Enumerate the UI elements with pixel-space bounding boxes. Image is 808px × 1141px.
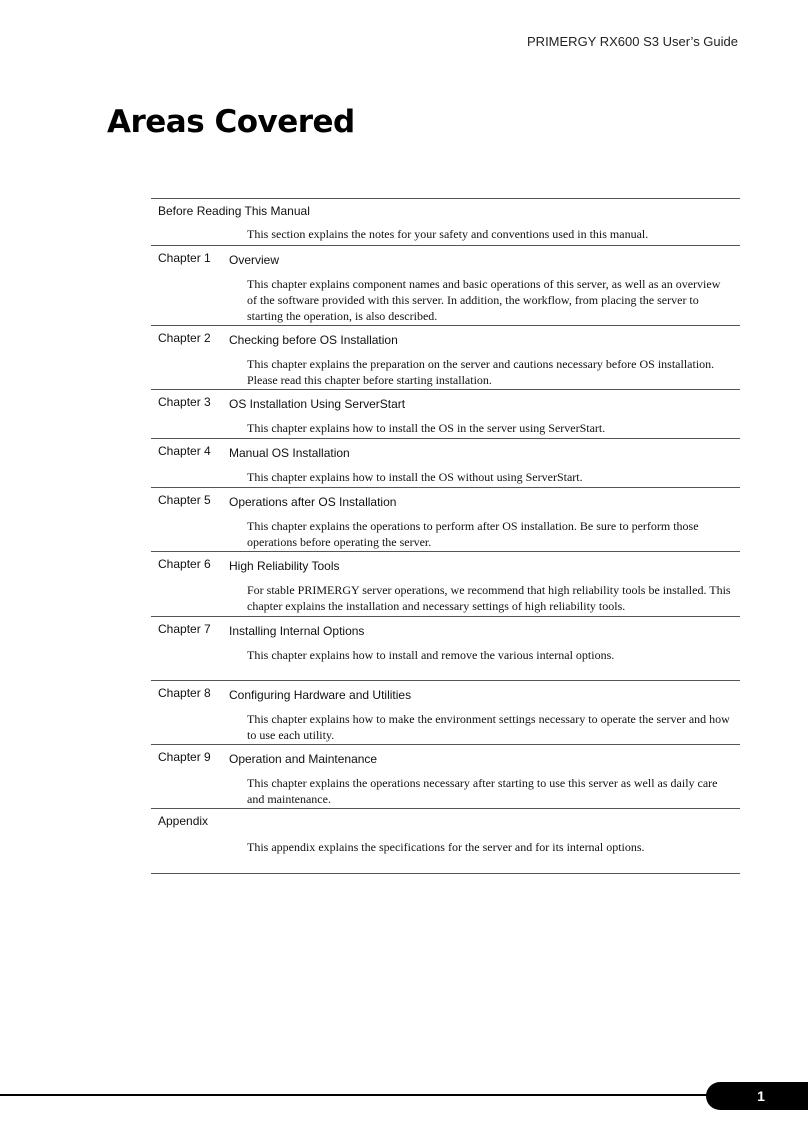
toc-entry-chapter-3 — [151, 390, 740, 439]
toc-entry-title: Manual OS Installation — [229, 446, 350, 460]
toc-entry-label: Chapter 7 — [158, 622, 211, 636]
toc-entry-label: Chapter 2 — [158, 331, 211, 345]
toc-entry-title: Operations after OS Installation — [229, 495, 397, 509]
toc-entry-label: Chapter 4 — [158, 444, 211, 458]
toc-entry-chapter-6 — [151, 552, 740, 617]
toc-entry-description: This chapter explains component names and basic operations of this server, as well as an overview of the software provided with this server. In addition, the workflow, from placing the server to starting the operation, is also described. — [247, 277, 721, 323]
toc-entry-title: OS Installation Using ServerStart — [229, 397, 406, 411]
toc-entry-description: This chapter explains the operations to perform after OS installation. Be sure to perform those operations before operating the server. — [247, 519, 699, 549]
toc-entry-description: This section explains the notes for your safety and conventions used in this manual. — [247, 227, 649, 241]
toc-entry-label: Chapter 6 — [158, 557, 211, 571]
running-header: PRIMERGY RX600 S3 User’s Guide — [527, 34, 738, 49]
page-number: 1 — [706, 1082, 808, 1110]
toc-entry-description: This chapter explains the operations necessary after starting to use this server as well as daily care and maintenance. — [247, 776, 718, 806]
toc-entry-description: This chapter explains how to install the OS in the server using ServerStart. — [247, 421, 606, 435]
footer-rule — [0, 1094, 712, 1096]
toc-entry-label: Chapter 3 — [158, 395, 211, 409]
toc-entry-label: Chapter 9 — [158, 750, 211, 764]
toc-entry-description: For stable PRIMERGY server operations, we recommend that high reliability tools be installed. This chapter explains the installation and necessary settings of high reliability tools. — [247, 583, 731, 613]
toc-entry-chapter-5 — [151, 488, 740, 552]
toc-entry-description: This appendix explains the specifications for the server and for its internal options. — [247, 840, 645, 854]
table-of-contents — [151, 198, 740, 874]
toc-entry-title: Installing Internal Options — [229, 624, 365, 638]
toc-entry-before-reading — [151, 199, 740, 246]
toc-entry-description: This chapter explains how to install and remove the various internal options. — [247, 648, 615, 662]
toc-entry-appendix — [151, 809, 740, 874]
toc-entry-title: Operation and Maintenance — [229, 752, 378, 766]
toc-entry-chapter-7 — [151, 617, 740, 681]
toc-entry-chapter-9 — [151, 745, 740, 809]
toc-entry-description: This chapter explains how to make the environment settings necessary to operate the server and how to use each utility. — [247, 712, 730, 742]
toc-entry-label: Chapter 5 — [158, 493, 211, 507]
toc-entry-label: Appendix — [158, 814, 209, 828]
toc-entry-chapter-1 — [151, 246, 740, 326]
toc-entry-description: This chapter explains the preparation on the server and cautions necessary before OS installation. Please read this chapter before starting installation. — [247, 357, 715, 387]
toc-entry-description: This chapter explains how to install the OS without using ServerStart. — [247, 470, 583, 484]
toc-entry-label: Chapter 8 — [158, 686, 211, 700]
toc-entry-title: Checking before OS Installation — [229, 333, 398, 347]
toc-entry-chapter-2 — [151, 326, 740, 390]
toc-entry-title: Overview — [229, 253, 280, 267]
toc-entry-label: Chapter 1 — [158, 251, 211, 265]
toc-entry-chapter-4 — [151, 439, 740, 488]
toc-entry-label: Before Reading This Manual — [158, 204, 310, 218]
toc-entry-title: Configuring Hardware and Utilities — [229, 688, 412, 702]
page-title: Areas Covered — [107, 104, 355, 140]
toc-entry-title: High Reliability Tools — [229, 559, 340, 573]
toc-entry-chapter-8 — [151, 681, 740, 745]
